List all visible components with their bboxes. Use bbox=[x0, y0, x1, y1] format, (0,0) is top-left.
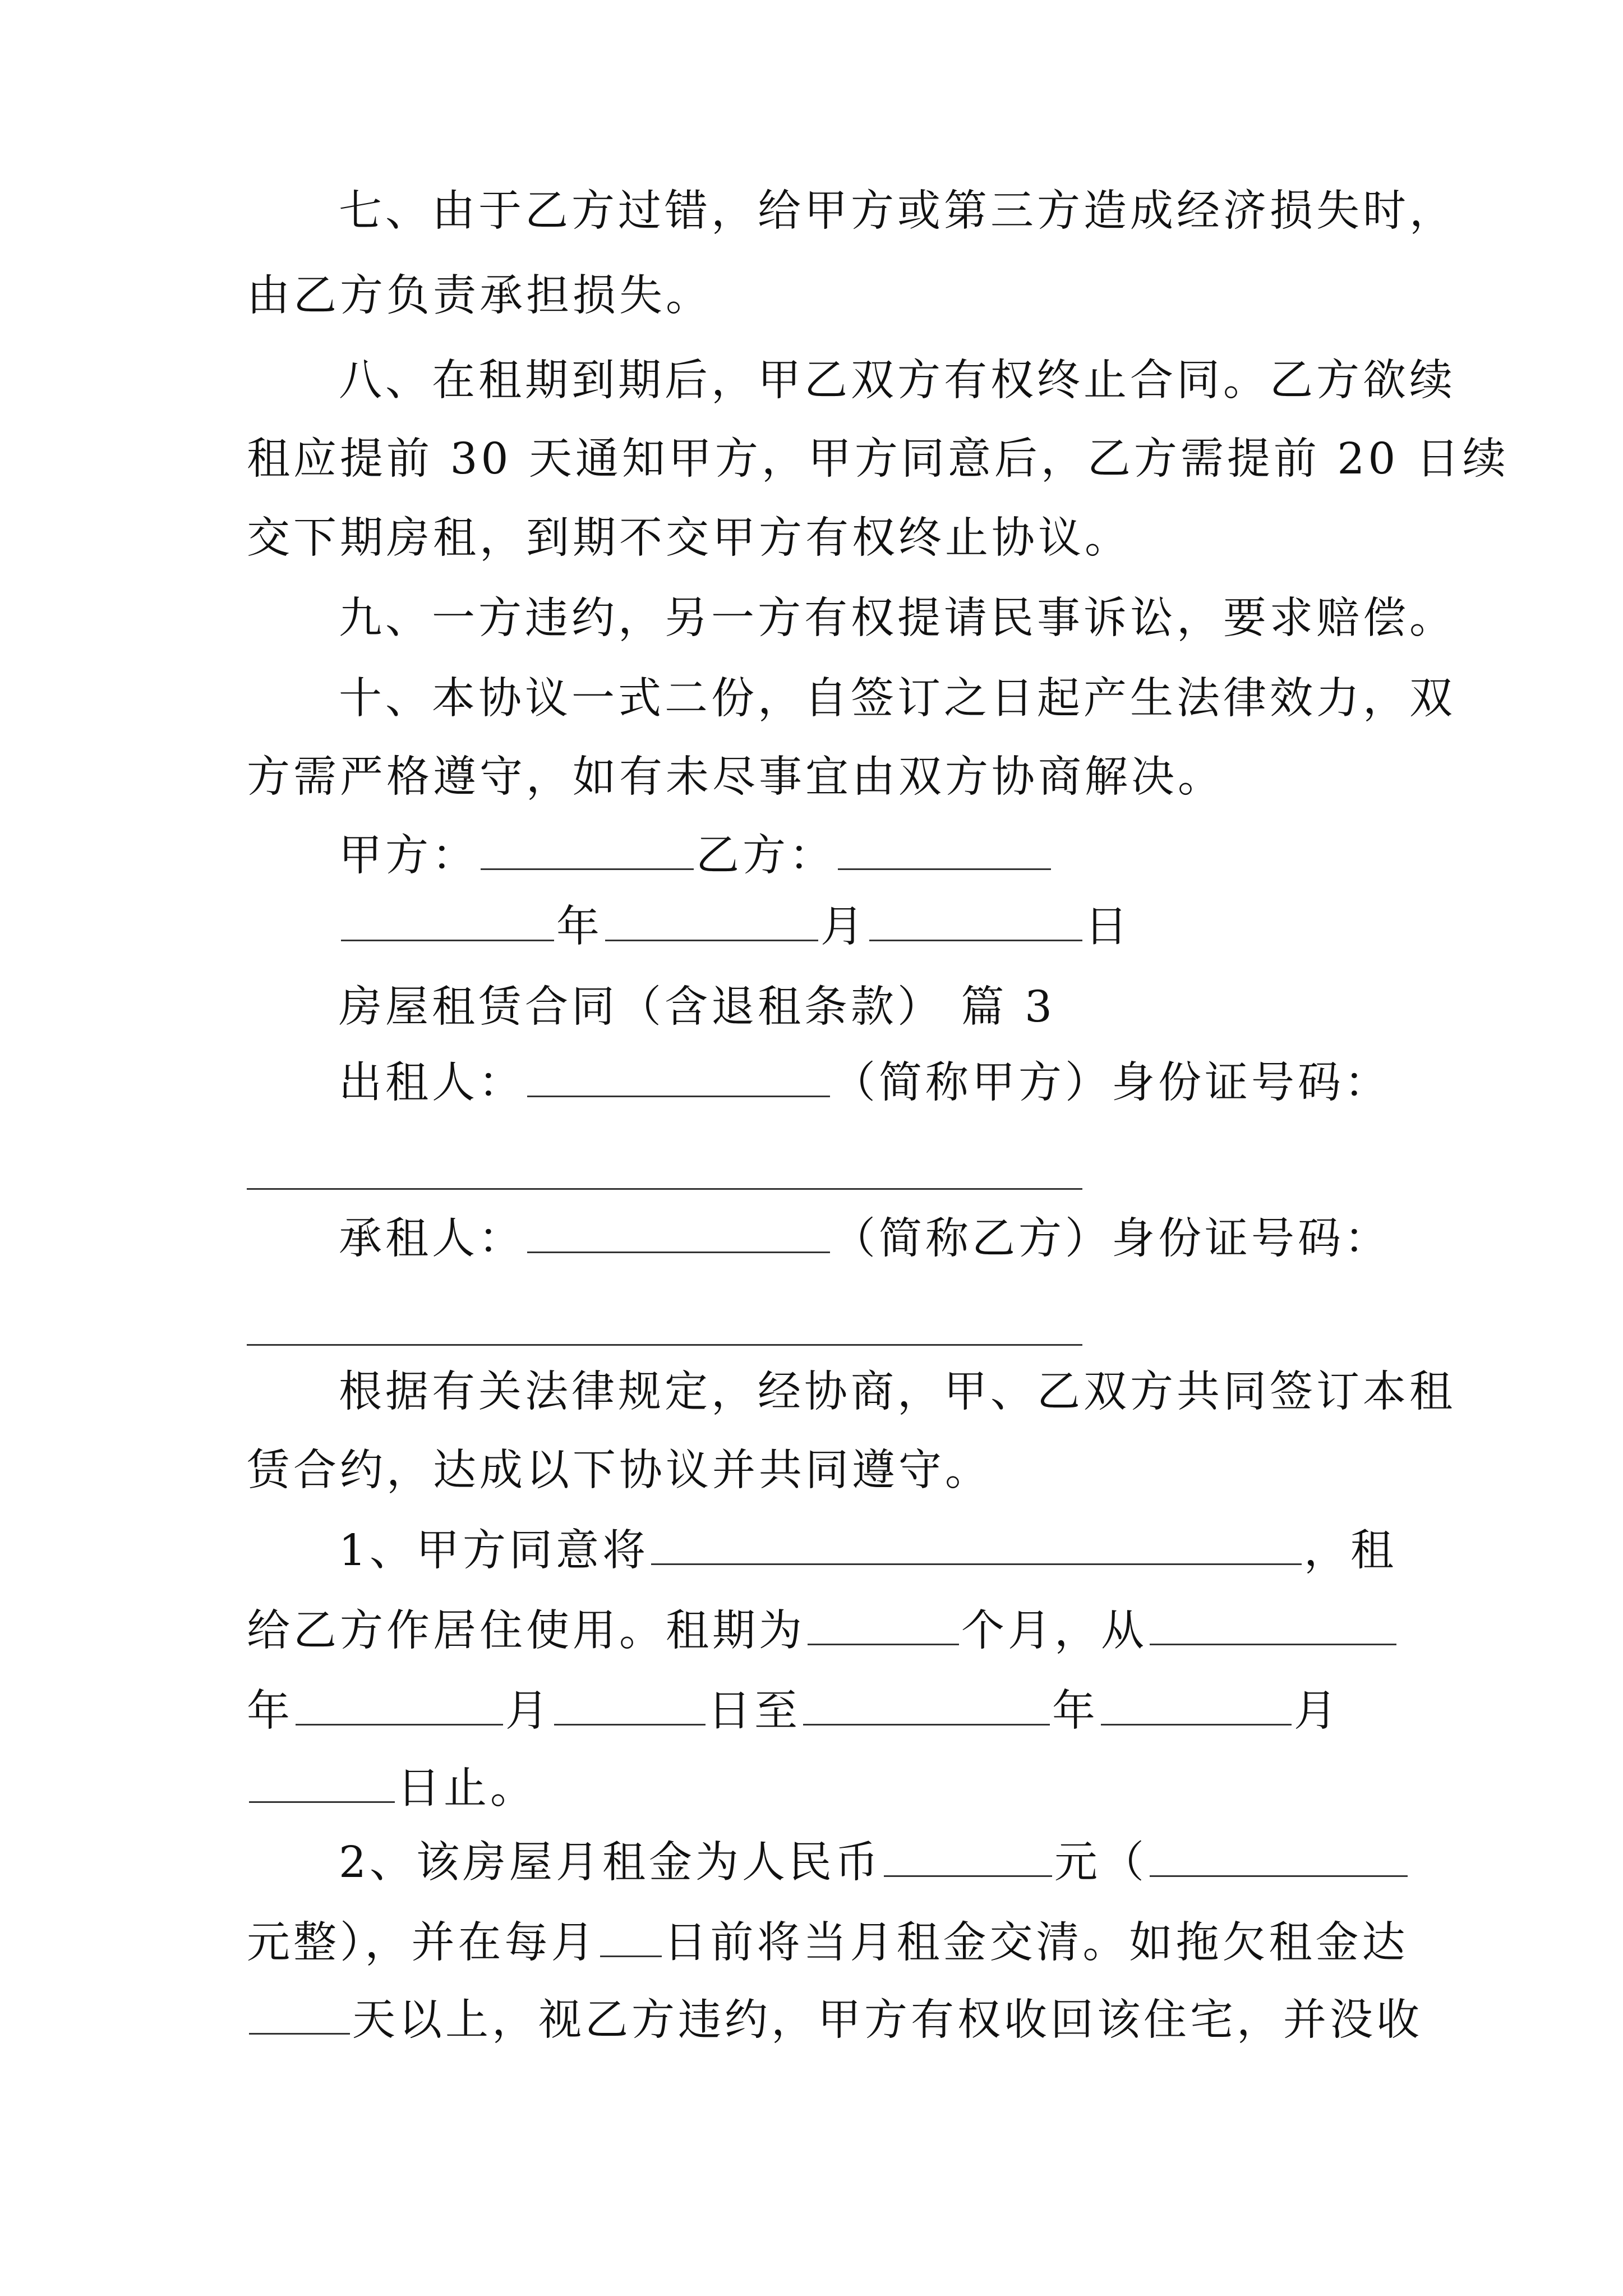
end-month-blank bbox=[1101, 1682, 1292, 1726]
lease-months-blank bbox=[808, 1602, 959, 1645]
item-1-line-2 bbox=[247, 1594, 1391, 1668]
item-2-line-2 bbox=[247, 1906, 1409, 1980]
signature-date-line bbox=[339, 890, 1391, 964]
party-a-label: 甲方： bbox=[339, 831, 478, 881]
end-day-blank bbox=[249, 1760, 395, 1803]
month-blank bbox=[605, 898, 818, 941]
item-2-line-1 bbox=[339, 1826, 1391, 1900]
end-year-blank bbox=[803, 1682, 1050, 1726]
start-month-blank bbox=[296, 1682, 503, 1726]
property-address-blank bbox=[651, 1522, 1302, 1565]
item-1-text-c: 给乙方作居住使用。租期为 bbox=[247, 1606, 805, 1656]
preamble-line-1: 根据有关法律规定，经协商，甲、乙双方共同签订本租 bbox=[339, 1367, 1456, 1417]
rent-in-words-blank bbox=[1150, 1834, 1408, 1877]
month-label: 月 bbox=[820, 902, 867, 952]
item-1-text-d: 个月，从 bbox=[961, 1606, 1147, 1656]
clause-7-line-1: 七、由于乙方过错，给甲方或第三方造成经济损失时， bbox=[339, 186, 1456, 236]
lessee-line bbox=[339, 1202, 1391, 1276]
clause-8-line-1: 八、在租期到期后，甲乙双方有权终止合同。乙方欲续 bbox=[339, 356, 1456, 406]
item-2-text-c: 元整），并在每月 bbox=[247, 1918, 598, 1968]
year-label: 年 bbox=[556, 902, 603, 952]
clause-7-line-2: 由乙方负责承担损失。 bbox=[247, 271, 712, 321]
party-b-blank bbox=[838, 827, 1051, 870]
preamble-line-2: 赁合约，达成以下协议并共同遵守。 bbox=[247, 1446, 992, 1496]
lessee-label: 承租人： bbox=[339, 1214, 525, 1264]
lessee-name-blank bbox=[527, 1210, 830, 1253]
due-day-blank bbox=[600, 1914, 662, 1957]
overdue-days-blank bbox=[249, 1991, 350, 2035]
item-1-text-j: 日止。 bbox=[397, 1764, 537, 1814]
clause-10-line-2: 方需严格遵守，如有未尽事宜由双方协商解决。 bbox=[247, 752, 1224, 802]
lessor-line bbox=[339, 1046, 1391, 1120]
item-1-line-4 bbox=[247, 1752, 1391, 1826]
monthly-rent-blank bbox=[884, 1834, 1052, 1877]
item-2-text-d: 日前将当月租金交清。如拖欠租金达 bbox=[663, 1918, 1409, 1968]
day-blank bbox=[869, 898, 1082, 941]
day-label: 日 bbox=[1085, 902, 1131, 952]
lessor-suffix: （简称甲方）身份证号码： bbox=[832, 1058, 1391, 1108]
item-1-text-b: ，租 bbox=[1304, 1526, 1397, 1576]
start-day-blank bbox=[554, 1682, 706, 1726]
party-b-label: 乙方： bbox=[696, 831, 836, 881]
start-year-blank bbox=[1150, 1602, 1396, 1645]
item-1-text-a: 1、甲方同意将 bbox=[339, 1526, 649, 1576]
clause-10-line-1: 十、本协议一式二份，自签订之日起产生法律效力，双 bbox=[339, 674, 1456, 724]
party-a-blank bbox=[481, 827, 694, 870]
lessor-label: 出租人： bbox=[339, 1058, 525, 1108]
item-2-text-b: 元（ bbox=[1054, 1838, 1147, 1888]
item-1-text-g: 日至 bbox=[708, 1686, 801, 1736]
lessee-suffix: （简称乙方）身份证号码： bbox=[832, 1214, 1391, 1264]
item-1-line-3 bbox=[247, 1674, 1391, 1749]
signature-parties-line bbox=[339, 819, 1391, 893]
item-1-text-i: 月 bbox=[1294, 1686, 1340, 1736]
item-1-line-1 bbox=[339, 1514, 1397, 1588]
clause-8-line-3: 交下期房租，到期不交甲方有权终止协议。 bbox=[247, 513, 1131, 563]
item-1-text-f: 月 bbox=[505, 1686, 552, 1736]
item-1-text-h: 年 bbox=[1052, 1686, 1099, 1736]
clause-8-line-2: 租应提前 30 天通知甲方，甲方同意后，乙方需提前 20 日续 bbox=[247, 434, 1509, 484]
item-2-text-e: 天以上，视乙方违约，甲方有权收回该住宅，并没收 bbox=[352, 1995, 1423, 2045]
lessor-id-blank bbox=[247, 1188, 1082, 1190]
year-blank bbox=[341, 898, 554, 941]
item-1-text-e: 年 bbox=[247, 1686, 293, 1736]
lessor-name-blank bbox=[527, 1054, 830, 1097]
clause-9-line-1: 九、一方违约，另一方有权提请民事诉讼，要求赔偿。 bbox=[339, 593, 1456, 643]
item-2-text-a: 2、该房屋月租金为人民币 bbox=[339, 1838, 882, 1888]
item-2-line-3 bbox=[247, 1984, 1423, 2058]
lessee-id-blank bbox=[247, 1344, 1082, 1346]
section-title: 房屋租赁合同（含退租条款） 篇 3 bbox=[339, 982, 1055, 1032]
